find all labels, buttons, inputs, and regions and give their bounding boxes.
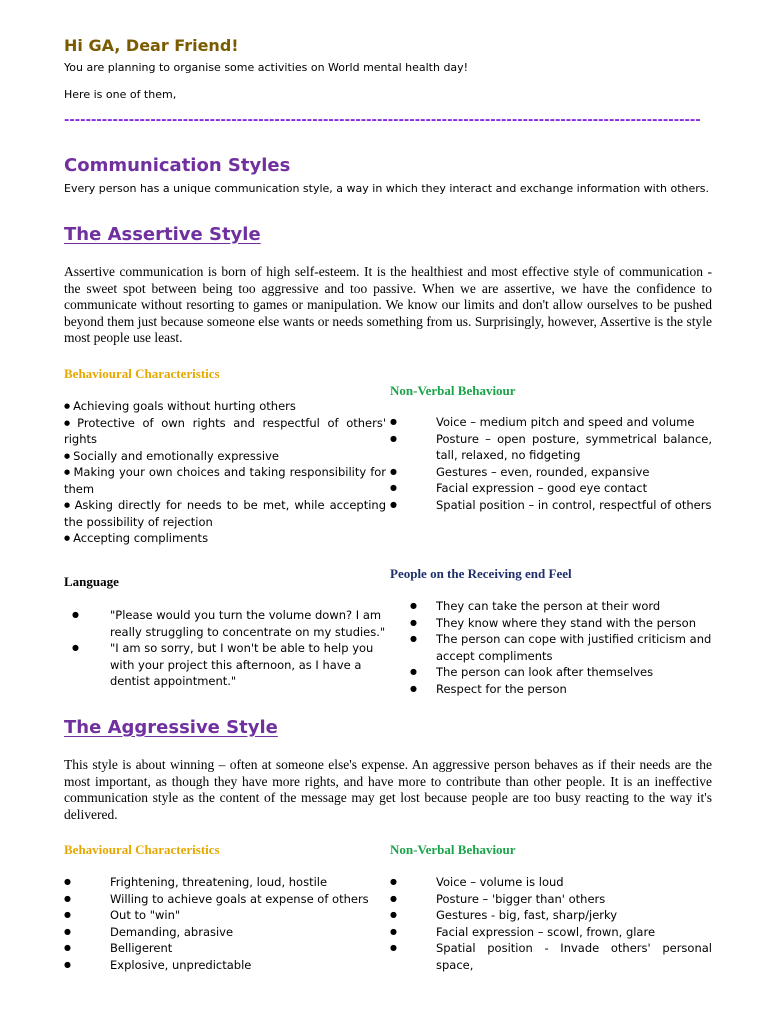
intro-text: You are planning to organise some activities on World mental health day! — [64, 61, 469, 74]
aggressive-behaviour-heading: Behavioural Characteristics — [64, 842, 220, 857]
list-item-text: Spatial position - Invade others' personal space, — [436, 941, 712, 972]
bullet-icon: ● — [390, 943, 397, 952]
list-item — [390, 431, 712, 464]
list-item — [64, 640, 386, 690]
bullet-icon: ● — [64, 910, 71, 919]
list-item-text: Facial expression – good eye contact — [436, 481, 648, 495]
bullet-icon: ● — [410, 617, 417, 627]
list-item-text: They can take the person at their word — [436, 599, 661, 613]
bullet-icon: ● — [390, 910, 397, 919]
list-item-text: Spatial position – in control, respectful of others — [436, 497, 712, 512]
greeting-heading: Hi GA, Dear Friend! — [64, 36, 239, 55]
bullet-icon: ● — [390, 433, 397, 443]
list-item-text: Explosive, unpredictable — [110, 957, 252, 972]
list-item-text: Posture – 'bigger than' others — [436, 891, 606, 906]
list-item-text: Posture – open posture, symmetrical balance, tall, relaxed, no fidgeting — [436, 431, 712, 462]
list-item — [64, 924, 386, 941]
list-item-text: They know where they stand with the person — [436, 615, 696, 630]
list-item-text: Respect for the person — [436, 681, 567, 696]
aggressive-behaviour-list — [64, 874, 386, 973]
section-title-communication: Communication Styles — [64, 155, 291, 176]
list-item-text: Gestures – even, rounded, expansive — [436, 464, 650, 479]
bullet-icon: ● — [390, 926, 397, 936]
divider-line: ---------------------------------------------------------------------------------------------------------------------- — [64, 113, 701, 128]
list-item — [390, 414, 712, 431]
communication-intro: Every person has a unique communication style, a way in which they interact and exchange information with others. — [64, 182, 710, 195]
bullet-icon: ● — [64, 893, 71, 903]
bullet-icon: ● — [64, 877, 71, 886]
list-item — [390, 891, 712, 908]
assertive-receiving-heading: People on the Receiving end Feel — [390, 566, 572, 581]
list-item — [64, 957, 386, 974]
aggressive-nonverbal-list — [390, 874, 712, 973]
bullet-icon: ● — [390, 417, 397, 426]
bullet-icon: ● — [410, 601, 417, 610]
bullet-icon: ● — [390, 499, 397, 509]
list-item — [390, 631, 712, 664]
list-item-text: "I am so sorry, but I won't be able to help you with your project this afternoon, as I have a dentist appointment." — [110, 641, 374, 688]
assertive-behaviour-heading: Behavioural Characteristics — [64, 366, 220, 381]
list-item — [390, 664, 712, 681]
list-item-text: Voice – medium pitch and speed and volume — [436, 415, 695, 429]
assertive-receiving-list — [390, 598, 712, 697]
list-item — [64, 891, 386, 908]
assertive-behaviour-list — [64, 398, 386, 547]
list-item-text: Facial expression – scowl, frown, glare — [436, 924, 656, 939]
list-item-text: The person can look after themselves — [436, 665, 654, 679]
intro-text-2: Here is one of them, — [64, 88, 177, 101]
aggressive-paragraph: This style is about winning – often at someone else's expense. An aggressive person behaves as if their needs are the most important, as though they have more rights, and have more to contribute than other people. It is an ineffective communication style as the content of the message may get lost because people are too busy reacting to the way it's delivered. — [64, 757, 712, 822]
list-item: ● Accepting compliments — [64, 530, 386, 547]
bullet-icon: ● — [72, 610, 79, 619]
assertive-nonverbal-heading: Non-Verbal Behaviour — [390, 383, 516, 398]
list-item — [390, 924, 712, 941]
assertive-nonverbal-list — [390, 414, 712, 513]
assertive-language-heading: Language — [64, 574, 119, 589]
list-item — [390, 940, 712, 973]
list-item — [64, 607, 386, 640]
list-item: ● Protective of own rights and respectful of others' rights — [64, 415, 386, 448]
list-item-text: "Please would you turn the volume down? I am really struggling to concentrate on my studies." — [110, 608, 386, 639]
list-item — [390, 615, 712, 632]
list-item — [390, 497, 712, 514]
list-item — [390, 598, 712, 615]
list-item-text: Frightening, threatening, loud, hostile — [110, 875, 328, 889]
section-title-assertive: The Assertive Style — [64, 224, 261, 245]
bullet-icon: ● — [390, 877, 397, 886]
list-item-text: Voice – volume is loud — [436, 875, 564, 889]
assertive-language-list — [64, 607, 386, 690]
aggressive-nonverbal-heading: Non-Verbal Behaviour — [390, 842, 516, 857]
list-item — [390, 464, 712, 481]
list-item-text: Out to "win" — [110, 908, 181, 922]
bullet-icon: ● — [410, 683, 417, 693]
list-item-text: Demanding, abrasive — [110, 924, 234, 939]
list-item: ● Making your own choices and taking responsibility for them — [64, 464, 386, 497]
assertive-paragraph: Assertive communication is born of high self-esteem. It is the healthiest and most effective style of communication - the sweet spot between being too aggressive and too passive. When we are assertive, we have the confidence to communicate without resorting to games or manipulation. We know our limits and don't allow ourselves to be pushed beyond them just because someone else wants or needs something from us. Surprisingly, however, Assertive is the style most people use least. — [64, 264, 712, 345]
list-item — [390, 681, 712, 698]
list-item — [64, 874, 386, 891]
list-item-text: Gestures - big, fast, sharp/jerky — [436, 908, 618, 922]
bullet-icon: ● — [390, 893, 397, 903]
list-item-text: Willing to achieve goals at expense of others — [110, 891, 369, 906]
list-item — [64, 907, 386, 924]
bullet-icon: ● — [72, 643, 79, 652]
list-item — [390, 480, 712, 497]
bullet-icon: ● — [64, 943, 71, 952]
bullet-icon: ● — [390, 483, 397, 492]
list-item — [390, 907, 712, 924]
list-item — [390, 874, 712, 891]
bullet-icon: ● — [64, 926, 71, 936]
list-item: ● Achieving goals without hurting others — [64, 398, 386, 415]
bullet-icon: ● — [64, 959, 71, 969]
bullet-icon: ● — [390, 466, 397, 476]
bullet-icon: ● — [410, 667, 417, 676]
list-item-text: Belligerent — [110, 941, 173, 955]
list-item: ● Asking directly for needs to be met, while accepting the possibility of rejection — [64, 497, 386, 530]
list-item-text: The person can cope with justified criticism and accept compliments — [436, 632, 712, 663]
list-item: ● Socially and emotionally expressive — [64, 448, 386, 465]
list-item — [64, 940, 386, 957]
bullet-icon: ● — [410, 634, 417, 643]
section-title-aggressive: The Aggressive Style — [64, 717, 278, 738]
